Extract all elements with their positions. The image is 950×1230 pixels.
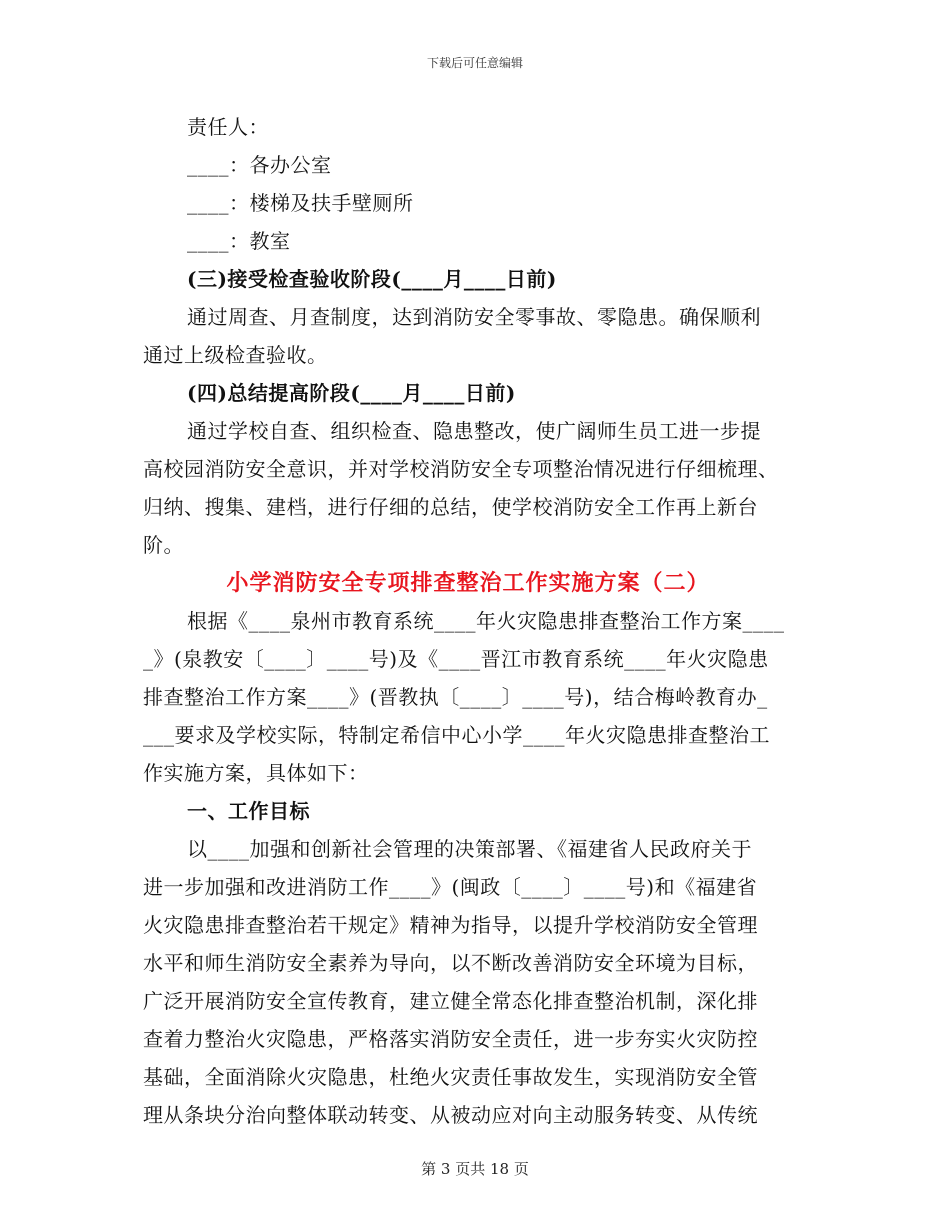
document-body [143,108,803,1134]
paragraph-line: ____：教室 [187,229,291,253]
paragraph-line: 水平和师生消防安全素养为导向，以不断改善消防安全环境为目标， [143,951,758,975]
paragraph-line: 以____加强和创新社会管理的决策部署、《福建省人民政府关于 [187,837,752,861]
paragraph-line: 查着力整治火灾隐患，严格落实消防安全责任，进一步夯实火灾防控 [143,1027,758,1051]
page-footer: 第 3 页共 18 页 [421,1160,529,1178]
paragraph-line: 通过周查、月查制度，达到消防安全零事故、零隐患。确保顺利 [187,305,761,329]
paragraph-line: 根据《____泉州市教育系统____年火灾隐患排查整治工作方案____ [187,609,785,633]
page-header: 下载后可任意编辑 [426,56,523,70]
paragraph-line: 理从条块分治向整体联动转变、从被动应对向主动服务转变、从传统 [143,1103,758,1127]
paragraph-line: 进一步加强和改进消防工作____》(闽政〔____〕____号)和《福建省 [143,875,758,899]
paragraph-line: _》(泉教安〔____〕____号)及《____晋江市教育系统____年火灾隐患 [143,647,769,671]
section-heading: (四)总结提高阶段(____月____日前) [187,381,516,405]
paragraph-line: 广泛开展消防安全宣传教育，建立健全常态化排查整治机制，深化排 [143,989,758,1013]
paragraph-line: 高校园消防安全意识，并对学校消防安全专项整治情况进行仔细梳理、 [143,457,779,481]
section-heading: (三)接受检查验收阶段(____月____日前) [187,267,557,291]
section-title: 小学消防安全专项排查整治工作实施方案（二） [226,570,710,596]
paragraph-line: 归纳、搜集、建档，进行仔细的总结，使学校消防安全工作再上新台 [143,495,758,519]
paragraph-line: ____：各办公室 [187,153,332,177]
paragraph-line: 排查整治工作方案____》(晋教执〔____〕____号)，结合梅岭教育办_ [143,685,768,709]
paragraph-line: 基础，全面消除火灾隐患，杜绝火灾责任事故发生，实现消防安全管 [143,1065,758,1089]
paragraph-line: 阶。 [143,533,184,557]
paragraph-line: ____：楼梯及扶手壁厕所 [187,191,414,215]
section-heading: 一、工作目标 [187,799,310,823]
paragraph-line: 责任人： [187,115,269,139]
paragraph-line: 通过学校自查、组织检查、隐患整改，使广阔师生员工进一步提 [187,419,761,443]
paragraph-line: 火灾隐患排查整治若干规定》精神为指导，以提升学校消防安全管理 [143,913,758,937]
paragraph-line: 通过上级检查验收。 [143,343,328,367]
paragraph-line: 作实施方案，具体如下： [143,761,369,785]
paragraph-line: ___要求及学校实际，特制定希信中心小学____年火灾隐患排查整治工 [143,723,770,747]
